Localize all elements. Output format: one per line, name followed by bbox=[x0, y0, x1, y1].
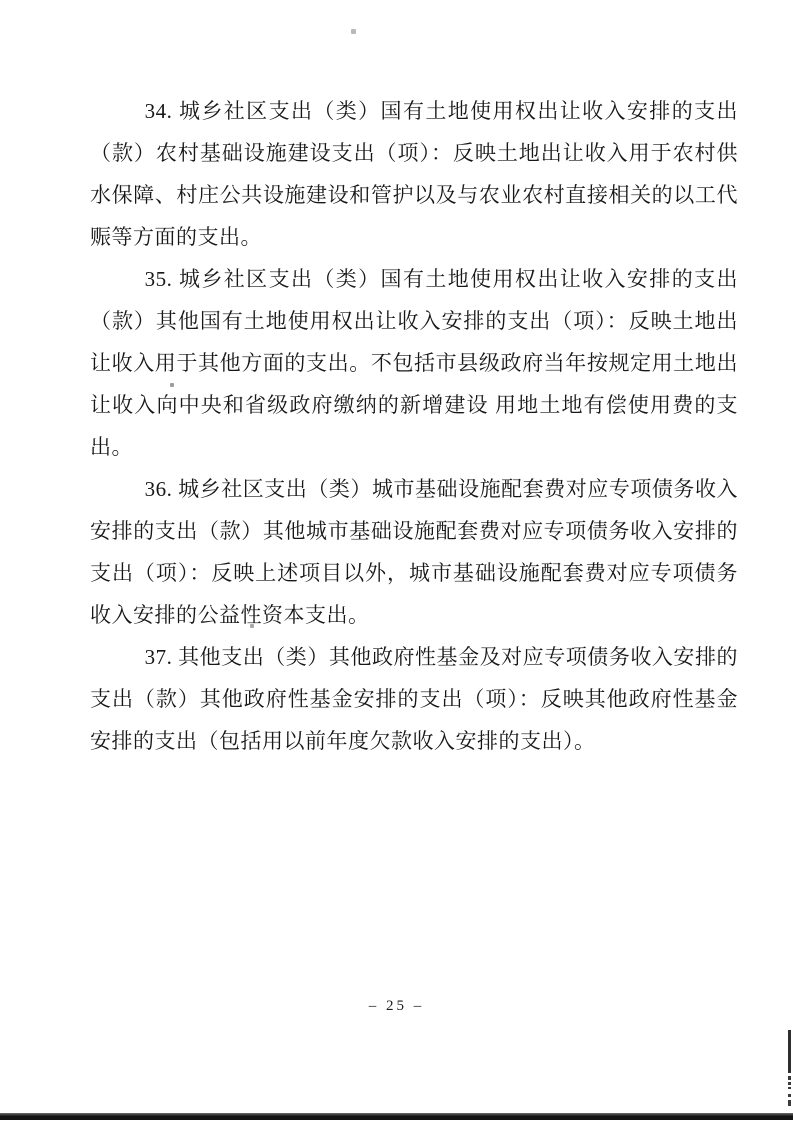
document-body bbox=[90, 90, 738, 762]
scan-edge-dash bbox=[788, 1087, 791, 1089]
scan-edge-bottom-line bbox=[0, 1113, 793, 1120]
page-number: – 25 – bbox=[368, 998, 425, 1014]
paragraph-34: 34. 城乡社区支出（类）国有土地使用权出让收入安排的支出（款）农村基础设施建设支出（项）：反映土地出让收入用于农村供水保障、村庄公共设施建设和管护以及与农业农村直接相关的以工代赈等方面的支出。 bbox=[90, 99, 738, 249]
paragraph-37: 37. 其他支出（类）其他政府性基金及对应专项债务收入安排的支出（款）其他政府性基金安排的支出（项）：反映其他政府性基金安排的支出（包括用以前年度欠款收入安排的支出）。 bbox=[90, 645, 738, 753]
scan-edge-dash bbox=[788, 1100, 791, 1106]
paragraph-36: 36. 城乡社区支出（类）城市基础设施配套费对应专项债务收入安排的支出（款）其他城市基础设施配套费对应专项债务收入安排的支出（项）：反映上述项目以外，城市基础设施配套费对应专项债务收入安排的公益性资本支出。 bbox=[90, 477, 738, 627]
paragraph-35: 35. 城乡社区支出（类）国有土地使用权出让收入安排的支出（款）其他国有土地使用权出让收入安排的支出（项）：反映土地出让收入用于其他方面的支出。不包括市县级政府当年按规定用土地出让收入向中央和省级政府缴纳的新增建设 用地土地有偿使用费的支出。 bbox=[90, 267, 738, 459]
scan-edge-vertical-mark bbox=[788, 1030, 791, 1073]
scan-edge-dash bbox=[788, 1082, 791, 1085]
scan-edge-dash bbox=[788, 1094, 791, 1097]
scan-edge-dash bbox=[788, 1076, 791, 1080]
scan-speck bbox=[351, 29, 356, 34]
